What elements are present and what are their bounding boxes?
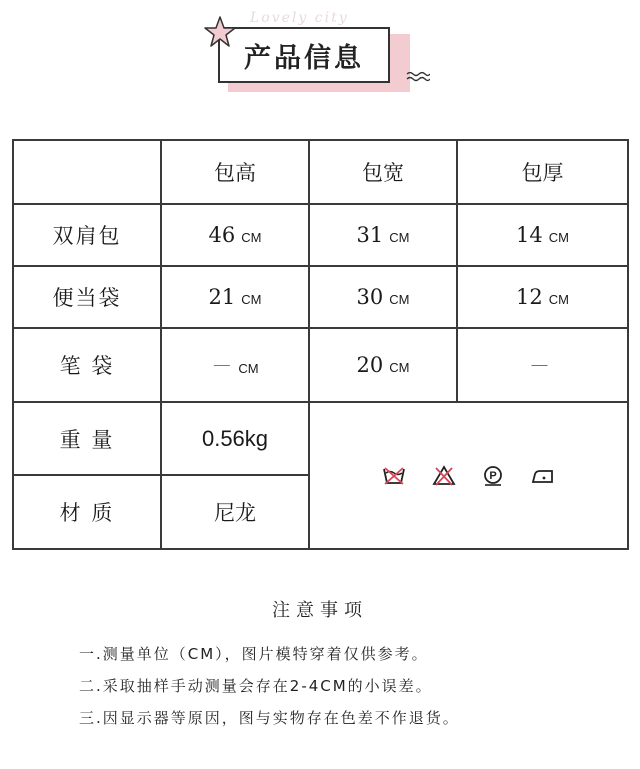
- cell-value: －: [529, 354, 550, 378]
- wave-icon: [406, 70, 430, 84]
- spec-table: [12, 139, 629, 550]
- cell-value: 12: [516, 285, 543, 309]
- table-cell: [161, 328, 309, 402]
- page-title: 产品信息: [244, 42, 364, 74]
- cell-value: 20: [356, 353, 384, 377]
- script-decoration: Lovely city: [250, 10, 349, 26]
- table-row: [13, 328, 628, 402]
- table-cell: [309, 204, 457, 266]
- column-header-width: 包宽: [309, 140, 457, 204]
- iron-icon: [530, 465, 556, 487]
- table-header-row: [13, 140, 628, 204]
- table-cell: [457, 266, 628, 328]
- table-row: [13, 402, 628, 475]
- svg-text:P: P: [488, 469, 497, 482]
- table-cell: [309, 328, 457, 402]
- column-header-depth: 包厚: [457, 140, 628, 204]
- care-icons-cell: [309, 402, 628, 549]
- table-cell: [457, 204, 628, 266]
- star-icon: [203, 15, 237, 49]
- hand-wash-icon: [382, 465, 406, 487]
- cell-unit: CM: [241, 230, 262, 245]
- cell-unit: CM: [238, 361, 259, 376]
- table-cell: [309, 266, 457, 328]
- note-item: 三.因显示器等原因，图与实物存在色差不作退货。: [79, 709, 460, 727]
- note-item: 二.采取抽样手动测量会存在2-4CM的小误差。: [79, 677, 433, 695]
- material-value: 尼龙: [161, 475, 309, 549]
- no-bleach-icon: [432, 465, 456, 487]
- cell-unit: CM: [241, 292, 262, 307]
- header: [0, 0, 640, 110]
- cell-value: －: [211, 354, 233, 378]
- table-row: [13, 204, 628, 266]
- care-icons: [310, 465, 627, 487]
- corner-cell: [13, 140, 161, 204]
- weight-label: 重 量: [13, 402, 161, 475]
- weight-value: 0.56kg: [161, 402, 309, 475]
- cell-unit: CM: [548, 292, 569, 307]
- cell-value: 14: [516, 223, 543, 247]
- row-label: 便当袋: [13, 266, 161, 328]
- cell-value: 30: [356, 285, 384, 309]
- dry-clean-p-icon: [482, 465, 504, 487]
- table-row: [13, 266, 628, 328]
- row-label: 笔 袋: [13, 328, 161, 402]
- table-cell: [457, 328, 628, 402]
- title-badge: [218, 27, 390, 83]
- cell-unit: CM: [389, 230, 410, 245]
- cell-unit: CM: [548, 230, 569, 245]
- cell-unit: CM: [389, 360, 410, 375]
- column-header-height: 包高: [161, 140, 309, 204]
- cell-unit: CM: [389, 292, 410, 307]
- table-cell: [161, 204, 309, 266]
- material-label: 材 质: [13, 475, 161, 549]
- cell-value: 31: [356, 223, 384, 247]
- note-item: 一.测量单位（CM），图片模特穿着仅供参考。: [79, 645, 429, 663]
- cell-value: 46: [208, 223, 236, 247]
- notes-title: 注意事项: [272, 600, 368, 621]
- row-label: 双肩包: [13, 204, 161, 266]
- table-cell: [161, 266, 309, 328]
- cell-value: 21: [208, 285, 236, 309]
